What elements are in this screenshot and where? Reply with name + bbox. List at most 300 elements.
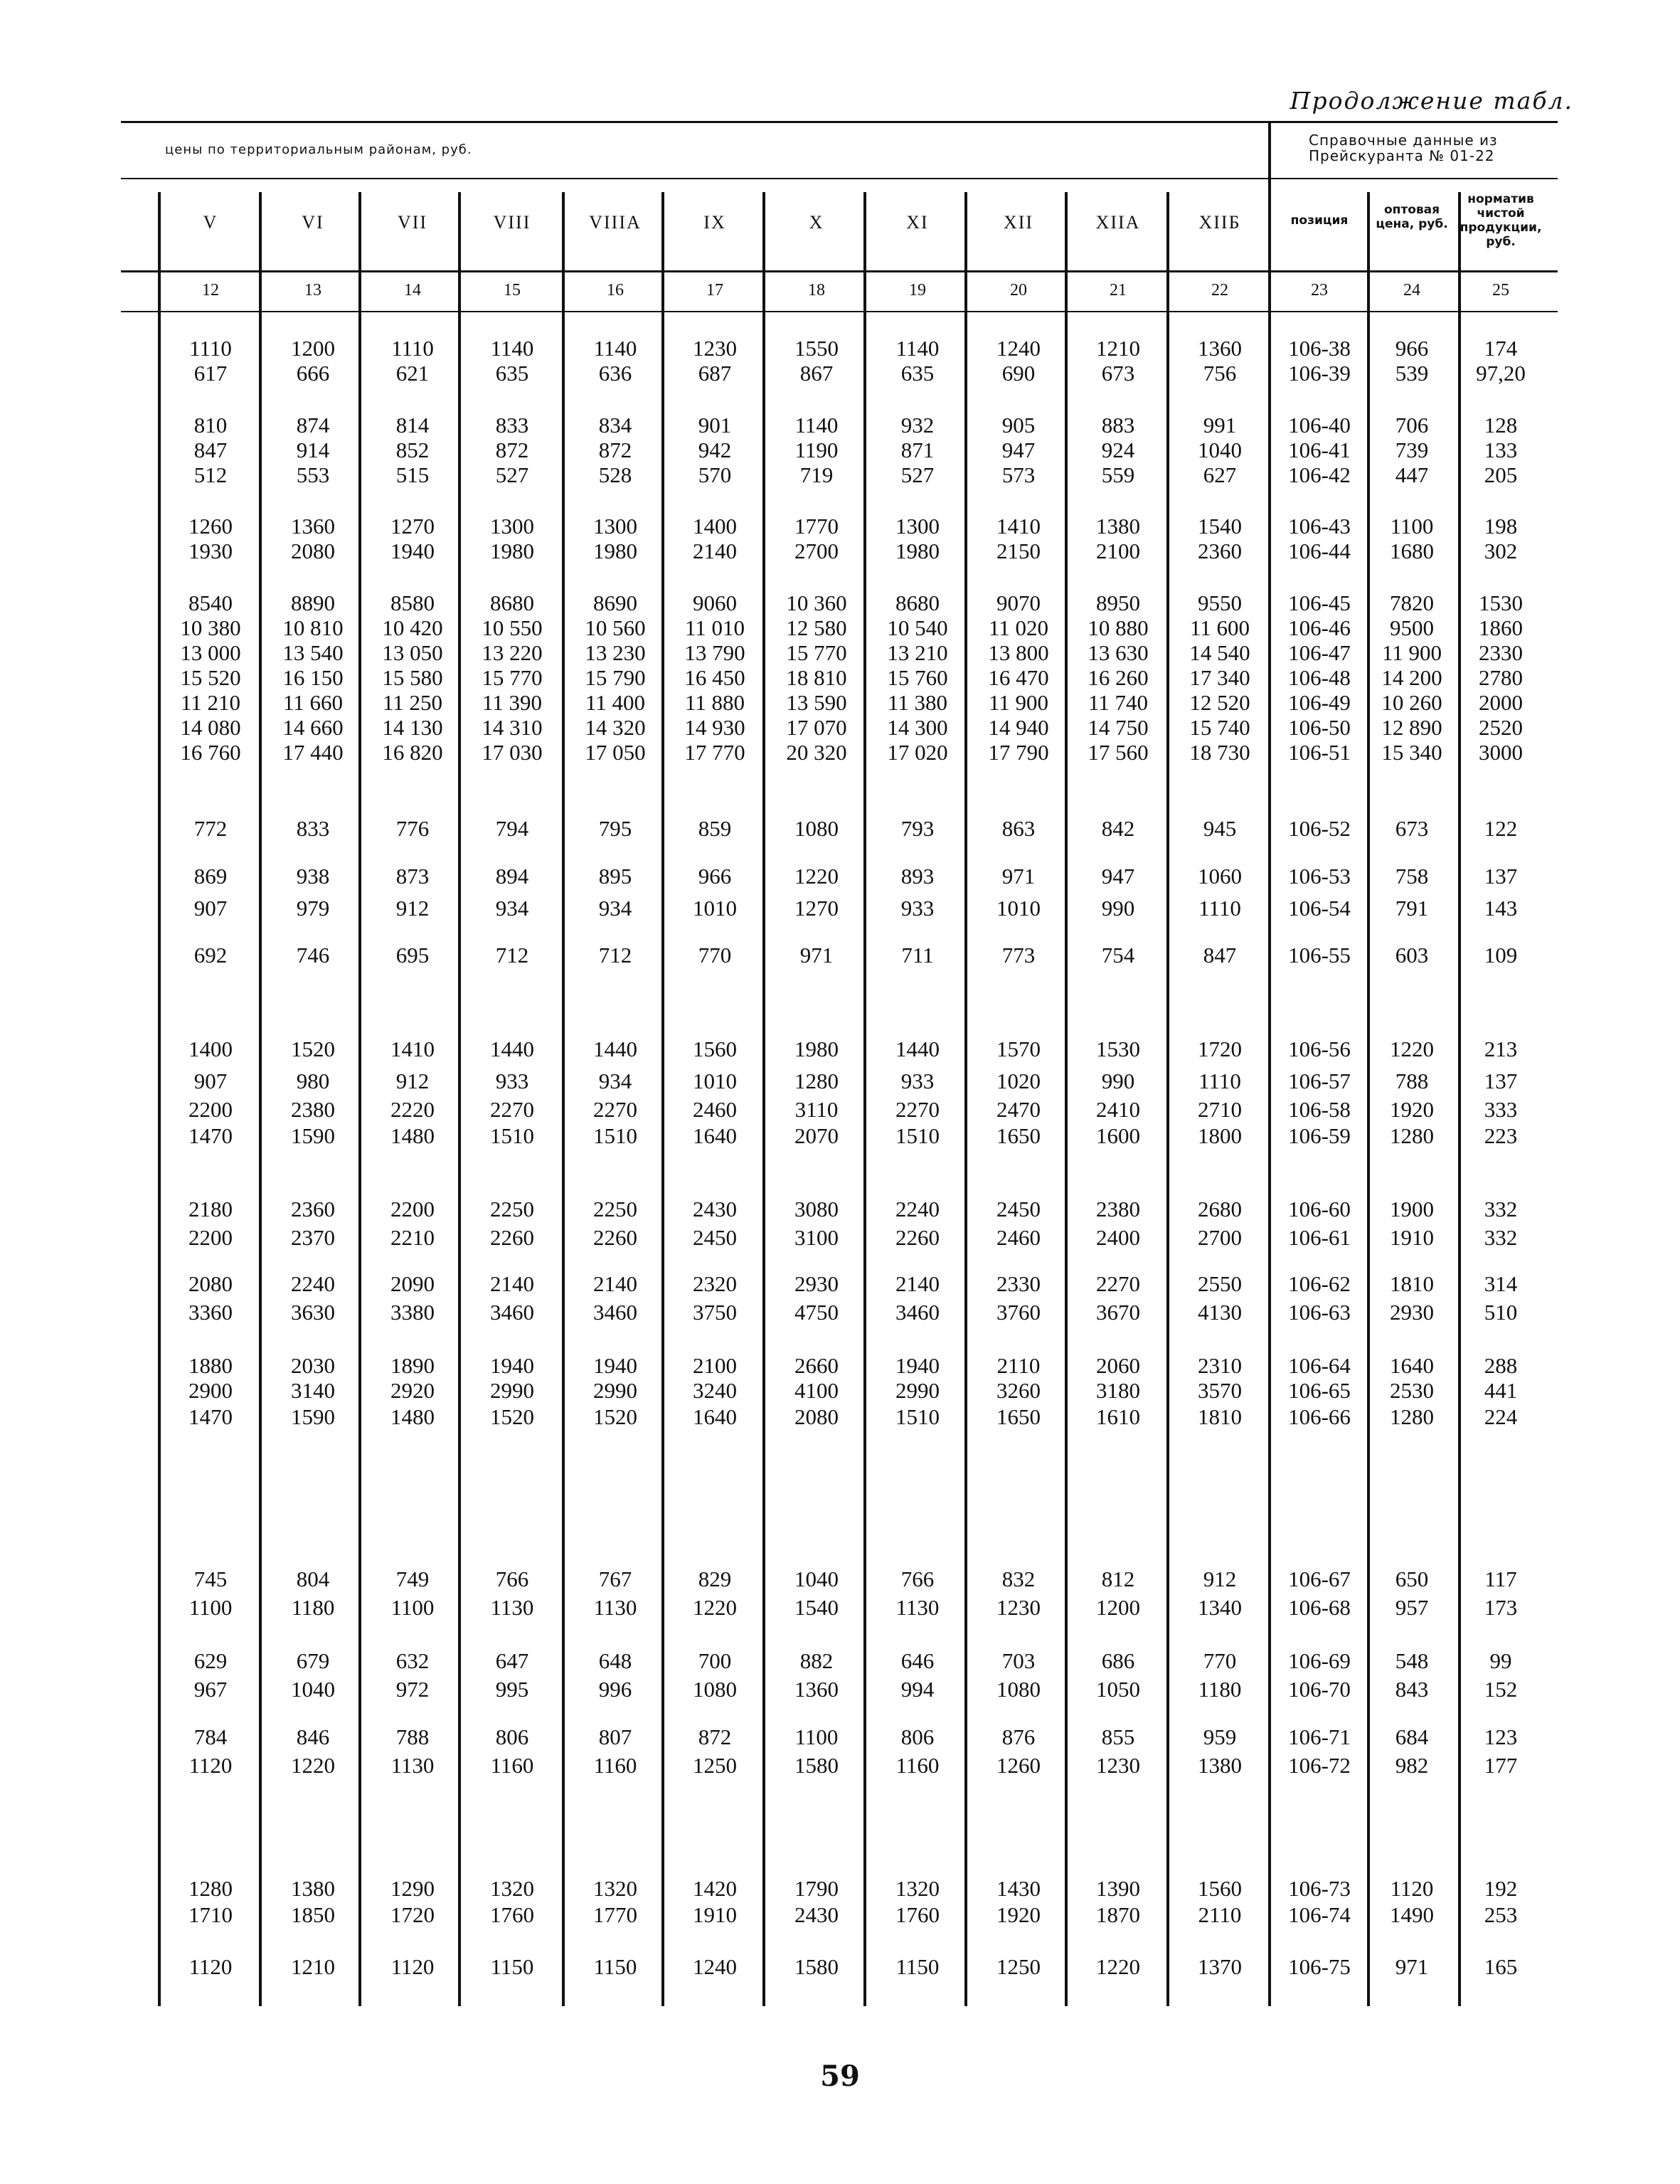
price-cell: 2450	[693, 1225, 737, 1250]
price-cell: 1710	[188, 1902, 233, 1927]
price-cell: 912	[1203, 1567, 1237, 1591]
position-cell: 106-73	[1288, 1876, 1351, 1901]
price-cell: 2140	[490, 1271, 534, 1296]
price-cell: 933	[900, 896, 935, 921]
price-cell: 686	[1101, 1648, 1135, 1673]
price-cell: 17 790	[988, 740, 1049, 765]
price-cell: 1520	[291, 1037, 335, 1061]
price-cell: 1860	[1479, 615, 1523, 640]
price-cell: 1590	[291, 1123, 335, 1148]
price-cell: 617	[193, 361, 228, 386]
price-cell: 1080	[996, 1677, 1041, 1702]
price-cell: 3110	[794, 1097, 839, 1122]
price-cell: 1260	[996, 1753, 1041, 1778]
price-cell: 2110	[996, 1353, 1041, 1378]
price-cell: 8950	[1096, 590, 1140, 615]
price-cell: 133	[1484, 438, 1518, 462]
price-cell: 679	[296, 1648, 330, 1673]
price-cell: 1370	[1198, 1954, 1242, 1979]
price-cell: 128	[1484, 413, 1518, 438]
price-cell: 874	[296, 413, 330, 438]
price-cell: 1360	[794, 1677, 839, 1702]
price-cell: 1980	[490, 539, 534, 563]
price-cell: 673	[1101, 361, 1135, 386]
price-cell: 1560	[693, 1037, 737, 1061]
price-cell: 629	[193, 1648, 228, 1673]
price-cell: 97,20	[1476, 361, 1526, 386]
column-header: VII	[397, 212, 428, 233]
price-cell: 1320	[593, 1876, 637, 1901]
price-cell: 2360	[291, 1197, 335, 1221]
column-header: IX	[703, 212, 726, 233]
price-cell: 996	[598, 1677, 632, 1702]
price-cell: 99	[1489, 1648, 1512, 1673]
price-cell: 2140	[895, 1271, 940, 1296]
position-cell: 106-55	[1288, 943, 1351, 968]
price-cell: 842	[1101, 816, 1135, 841]
price-cell: 2140	[693, 539, 737, 563]
price-cell: 13 590	[786, 690, 847, 715]
position-cell: 106-68	[1288, 1595, 1351, 1620]
price-cell: 2200	[390, 1197, 435, 1221]
price-cell: 1220	[1390, 1037, 1434, 1061]
price-cell: 1320	[490, 1876, 534, 1901]
price-cell: 332	[1484, 1197, 1518, 1221]
price-cell: 314	[1484, 1271, 1518, 1296]
price-cell: 1760	[490, 1902, 534, 1927]
price-cell: 692	[193, 943, 228, 968]
price-cell: 1420	[693, 1876, 737, 1901]
price-cell: 10 810	[282, 615, 344, 640]
price-cell: 10 380	[180, 615, 241, 640]
price-cell: 2450	[996, 1197, 1041, 1221]
price-cell: 441	[1484, 1378, 1518, 1403]
price-cell: 2550	[1198, 1271, 1242, 1296]
price-cell: 15 740	[1189, 715, 1250, 740]
price-cell: 1570	[996, 1037, 1041, 1061]
continuation-caption: Продолжение табл.	[1290, 87, 1573, 115]
price-cell: 4130	[1198, 1300, 1242, 1325]
price-cell: 2990	[593, 1378, 637, 1403]
price-cell: 883	[1101, 413, 1135, 438]
position-cell: 106-63	[1288, 1300, 1351, 1325]
price-cell: 11 210	[180, 690, 241, 715]
price-cell: 1320	[895, 1876, 940, 1901]
price-cell: 13 000	[180, 640, 241, 665]
price-cell: 1480	[390, 1404, 435, 1429]
price-cell: 1040	[291, 1677, 335, 1702]
price-cell: 1980	[895, 539, 940, 563]
price-cell: 13 790	[684, 640, 745, 665]
price-cell: 333	[1484, 1097, 1518, 1122]
position-cell: 106-57	[1288, 1069, 1351, 1093]
price-cell: 13 050	[382, 640, 443, 665]
price-cell: 1410	[390, 1037, 435, 1061]
reference-caption	[1309, 132, 1498, 164]
price-cell: 1890	[390, 1353, 435, 1378]
price-cell: 1600	[1096, 1123, 1140, 1148]
price-cell: 1190	[794, 438, 839, 462]
price-cell: 3630	[291, 1300, 335, 1325]
price-cell: 10 540	[887, 615, 948, 640]
price-cell: 1850	[291, 1902, 335, 1927]
price-cell: 2930	[1390, 1300, 1434, 1325]
price-cell: 1130	[895, 1595, 940, 1620]
price-cell: 859	[698, 816, 732, 841]
price-cell: 994	[900, 1677, 935, 1702]
price-cell: 17 030	[482, 740, 543, 765]
price-cell: 901	[698, 413, 732, 438]
price-cell: 1900	[1390, 1197, 1434, 1221]
price-cell: 1220	[794, 864, 839, 889]
price-cell: 2660	[794, 1353, 839, 1378]
price-cell: 1810	[1198, 1404, 1242, 1429]
price-cell: 1150	[490, 1954, 534, 1979]
price-cell: 867	[799, 361, 834, 386]
price-cell: 2000	[1479, 690, 1523, 715]
column-number: 20	[1010, 281, 1027, 299]
price-cell: 2710	[1198, 1097, 1242, 1122]
price-cell: 2030	[291, 1353, 335, 1378]
price-cell: 3760	[996, 1300, 1041, 1325]
price-cell: 869	[193, 864, 228, 889]
price-cell: 15 520	[180, 665, 241, 690]
price-cell: 4100	[794, 1378, 839, 1403]
price-cell: 3460	[593, 1300, 637, 1325]
price-cell: 1040	[1198, 438, 1242, 462]
position-cell: 106-45	[1288, 590, 1351, 615]
header-rule-bottom	[121, 270, 1558, 272]
price-cell: 766	[900, 1567, 935, 1591]
price-cell: 2330	[996, 1271, 1041, 1296]
position-cell: 106-49	[1288, 690, 1351, 715]
price-cell: 1110	[1198, 896, 1241, 921]
price-cell: 1210	[291, 1954, 335, 1979]
price-cell: 1230	[996, 1595, 1041, 1620]
price-cell: 650	[1395, 1567, 1429, 1591]
price-cell: 1280	[1390, 1123, 1434, 1148]
price-cell: 971	[799, 943, 834, 968]
price-cell: 1520	[490, 1404, 534, 1429]
price-cell: 832	[1001, 1567, 1036, 1591]
price-cell: 772	[193, 816, 228, 841]
price-cell: 173	[1484, 1595, 1518, 1620]
price-cell: 2310	[1198, 1353, 1242, 1378]
price-cell: 13 630	[1088, 640, 1149, 665]
price-cell: 152	[1484, 1677, 1518, 1702]
position-cell: 106-44	[1288, 539, 1351, 563]
price-cell: 13 220	[482, 640, 543, 665]
price-cell: 814	[395, 413, 430, 438]
header-rule-middle	[121, 178, 1558, 179]
price-cell: 165	[1484, 1954, 1518, 1979]
price-cell: 1230	[693, 336, 737, 361]
price-cell: 15 770	[786, 640, 847, 665]
price-cell: 690	[1001, 361, 1036, 386]
price-cell: 3750	[693, 1300, 737, 1325]
price-cell: 2090	[390, 1271, 435, 1296]
price-cell: 1050	[1096, 1677, 1140, 1702]
price-cell: 852	[395, 438, 430, 462]
column-separator	[1268, 121, 1271, 2006]
price-cell: 2260	[593, 1225, 637, 1250]
price-cell: 2380	[291, 1097, 335, 1122]
price-cell: 1110	[391, 336, 434, 361]
price-cell: 16 150	[282, 665, 344, 690]
price-cell: 288	[1484, 1353, 1518, 1378]
column-number: 22	[1211, 281, 1228, 299]
price-cell: 990	[1101, 896, 1135, 921]
price-cell: 1180	[291, 1595, 335, 1620]
column-header: VIIIА	[589, 212, 642, 233]
price-cell: 847	[193, 438, 228, 462]
column-header: X	[809, 212, 824, 233]
price-cell: 2400	[1096, 1225, 1140, 1250]
price-cell: 1530	[1096, 1037, 1140, 1061]
column-number: 13	[304, 281, 321, 299]
price-cell: 1300	[895, 514, 940, 539]
price-cell: 2270	[490, 1097, 534, 1122]
price-cell: 3570	[1198, 1378, 1242, 1403]
price-cell: 1270	[390, 514, 435, 539]
column-number: 14	[404, 281, 421, 299]
price-cell: 2100	[693, 1353, 737, 1378]
position-cell: 106-67	[1288, 1567, 1351, 1591]
price-cell: 1270	[794, 896, 839, 921]
position-cell: 106-53	[1288, 864, 1351, 889]
price-cell: 758	[1395, 864, 1429, 889]
price-cell: 893	[900, 864, 935, 889]
column-header: XIIА	[1095, 212, 1141, 233]
price-cell: 213	[1484, 1037, 1518, 1061]
price-cell: 806	[900, 1724, 935, 1749]
price-cell: 991	[1203, 413, 1237, 438]
reference-caption-line1: Справочные данные из	[1309, 132, 1498, 149]
price-cell: 17 070	[786, 715, 847, 740]
price-cell: 15 760	[887, 665, 948, 690]
price-cell: 673	[1395, 816, 1429, 841]
position-cell: 106-58	[1288, 1097, 1351, 1122]
price-cell: 1940	[490, 1353, 534, 1378]
price-cell: 2140	[593, 1271, 637, 1296]
price-cell: 810	[193, 413, 228, 438]
price-cell: 912	[395, 1069, 430, 1093]
price-cell: 833	[495, 413, 529, 438]
position-cell: 106-71	[1288, 1724, 1351, 1749]
price-cell: 1640	[693, 1123, 737, 1148]
price-cell: 695	[395, 943, 430, 968]
price-cell: 16 260	[1088, 665, 1149, 690]
price-cell: 11 010	[684, 615, 745, 640]
price-cell: 1580	[794, 1753, 839, 1778]
price-cell: 1200	[291, 336, 335, 361]
price-cell: 872	[495, 438, 529, 462]
price-cell: 700	[698, 1648, 732, 1673]
price-cell: 1240	[693, 1954, 737, 1979]
price-cell: 990	[1101, 1069, 1135, 1093]
price-cell: 11 740	[1088, 690, 1149, 715]
price-cell: 447	[1395, 462, 1429, 487]
price-cell: 1100	[188, 1595, 233, 1620]
price-cell: 2250	[490, 1197, 534, 1221]
price-cell: 945	[1203, 816, 1237, 841]
price-cell: 3140	[291, 1378, 335, 1403]
price-cell: 812	[1101, 1567, 1135, 1591]
price-cell: 10 360	[786, 590, 847, 615]
price-cell: 793	[900, 816, 935, 841]
price-cell: 17 340	[1189, 665, 1250, 690]
price-cell: 13 800	[988, 640, 1049, 665]
price-cell: 1100	[390, 1595, 435, 1620]
price-cell: 2930	[794, 1271, 839, 1296]
column-header: VIII	[493, 212, 531, 233]
price-cell: 972	[395, 1677, 430, 1702]
price-cell: 2430	[794, 1902, 839, 1927]
price-cell: 947	[1101, 864, 1135, 889]
price-cell: 2260	[895, 1225, 940, 1250]
price-cell: 9500	[1390, 615, 1434, 640]
price-cell: 2470	[996, 1097, 1041, 1122]
price-cell: 646	[900, 1648, 935, 1673]
price-cell: 2700	[794, 539, 839, 563]
price-cell: 1920	[996, 1902, 1041, 1927]
position-cell: 106-61	[1288, 1225, 1351, 1250]
price-cell: 3180	[1096, 1378, 1140, 1403]
price-cell: 1140	[490, 336, 534, 361]
position-cell: 106-41	[1288, 438, 1351, 462]
price-cell: 603	[1395, 943, 1429, 968]
position-cell: 106-48	[1288, 665, 1351, 690]
price-cell: 966	[1395, 336, 1429, 361]
price-cell: 1160	[593, 1753, 637, 1778]
price-cell: 1610	[1096, 1404, 1140, 1429]
price-cell: 632	[395, 1648, 430, 1673]
price-cell: 14 300	[887, 715, 948, 740]
price-cell: 1380	[291, 1876, 335, 1901]
price-cell: 2240	[291, 1271, 335, 1296]
price-cell: 746	[296, 943, 330, 968]
price-cell: 9060	[693, 590, 737, 615]
price-cell: 2430	[693, 1197, 737, 1221]
column-number-rule	[121, 311, 1558, 312]
price-cell: 1510	[895, 1123, 940, 1148]
price-cell: 14 130	[382, 715, 443, 740]
reference-caption-line2: Прейскуранта № 01-22	[1309, 147, 1495, 164]
price-cell: 3260	[996, 1378, 1041, 1403]
price-cell: 766	[495, 1567, 529, 1591]
price-cell: 16 470	[988, 665, 1049, 690]
position-cell: 106-38	[1288, 336, 1351, 361]
price-cell: 11 900	[988, 690, 1049, 715]
price-cell: 11 600	[1189, 615, 1250, 640]
price-cell: 995	[495, 1677, 529, 1702]
price-cell: 1910	[1390, 1225, 1434, 1250]
price-cell: 1010	[693, 896, 737, 921]
price-cell: 863	[1001, 816, 1036, 841]
price-cell: 627	[1203, 462, 1237, 487]
price-cell: 829	[698, 1567, 732, 1591]
price-cell: 8680	[895, 590, 940, 615]
price-cell: 528	[598, 462, 632, 487]
column-number: 23	[1311, 281, 1328, 299]
price-cell: 548	[1395, 1648, 1429, 1673]
price-cell: 3100	[794, 1225, 839, 1250]
price-cell: 1360	[291, 514, 335, 539]
price-cell: 11 660	[282, 690, 344, 715]
price-cell: 871	[900, 438, 935, 462]
top-rule	[121, 121, 1558, 123]
price-cell: 914	[296, 438, 330, 462]
price-cell: 1140	[593, 336, 637, 361]
price-cell: 2100	[1096, 539, 1140, 563]
price-cell: 2270	[895, 1097, 940, 1122]
price-cell: 2360	[1198, 539, 1242, 563]
price-cell: 1590	[291, 1404, 335, 1429]
price-cell: 1920	[1390, 1097, 1434, 1122]
price-cell: 17 020	[887, 740, 948, 765]
price-cell: 11 020	[988, 615, 1049, 640]
price-cell: 198	[1484, 514, 1518, 539]
price-cell: 3670	[1096, 1300, 1140, 1325]
price-cell: 1080	[693, 1677, 737, 1702]
price-cell: 833	[296, 816, 330, 841]
price-cell: 10 420	[382, 615, 443, 640]
price-cell: 2080	[291, 539, 335, 563]
price-cell: 1770	[593, 1902, 637, 1927]
price-cell: 177	[1484, 1753, 1518, 1778]
price-cell: 11 880	[684, 690, 745, 715]
price-cell: 1250	[996, 1954, 1041, 1979]
price-cell: 14 320	[585, 715, 646, 740]
price-cell: 979	[296, 896, 330, 921]
price-cell: 636	[598, 361, 632, 386]
price-cell: 876	[1001, 1724, 1036, 1749]
price-cell: 10 260	[1381, 690, 1442, 715]
price-cell: 1220	[291, 1753, 335, 1778]
price-cell: 512	[193, 462, 228, 487]
price-cell: 745	[193, 1567, 228, 1591]
price-cell: 2080	[188, 1271, 233, 1296]
price-cell: 1640	[693, 1404, 737, 1429]
column-header: норматив чистой продукции, руб.	[1460, 192, 1542, 249]
price-cell: 10 560	[585, 615, 646, 640]
price-cell: 12 580	[786, 615, 847, 640]
price-cell: 1530	[1479, 590, 1523, 615]
price-cell: 907	[193, 896, 228, 921]
price-cell: 2270	[1096, 1271, 1140, 1296]
price-cell: 137	[1484, 1069, 1518, 1093]
price-cell: 2990	[490, 1378, 534, 1403]
price-cell: 2320	[693, 1271, 737, 1296]
price-cell: 539	[1395, 361, 1429, 386]
column-header: XIIБ	[1198, 212, 1241, 233]
price-cell: 253	[1484, 1902, 1518, 1927]
column-number: 16	[607, 281, 624, 299]
price-cell: 1120	[390, 1954, 435, 1979]
position-cell: 106-39	[1288, 361, 1351, 386]
price-cell: 1800	[1198, 1123, 1242, 1148]
price-cell: 1290	[390, 1876, 435, 1901]
price-cell: 932	[900, 413, 935, 438]
price-cell: 3460	[490, 1300, 534, 1325]
column-number: 19	[909, 281, 926, 299]
position-cell: 106-42	[1288, 462, 1351, 487]
price-cell: 855	[1101, 1724, 1135, 1749]
price-cell: 666	[296, 361, 330, 386]
position-cell: 106-46	[1288, 615, 1351, 640]
price-cell: 882	[799, 1648, 834, 1673]
column-header: VI	[302, 212, 324, 233]
